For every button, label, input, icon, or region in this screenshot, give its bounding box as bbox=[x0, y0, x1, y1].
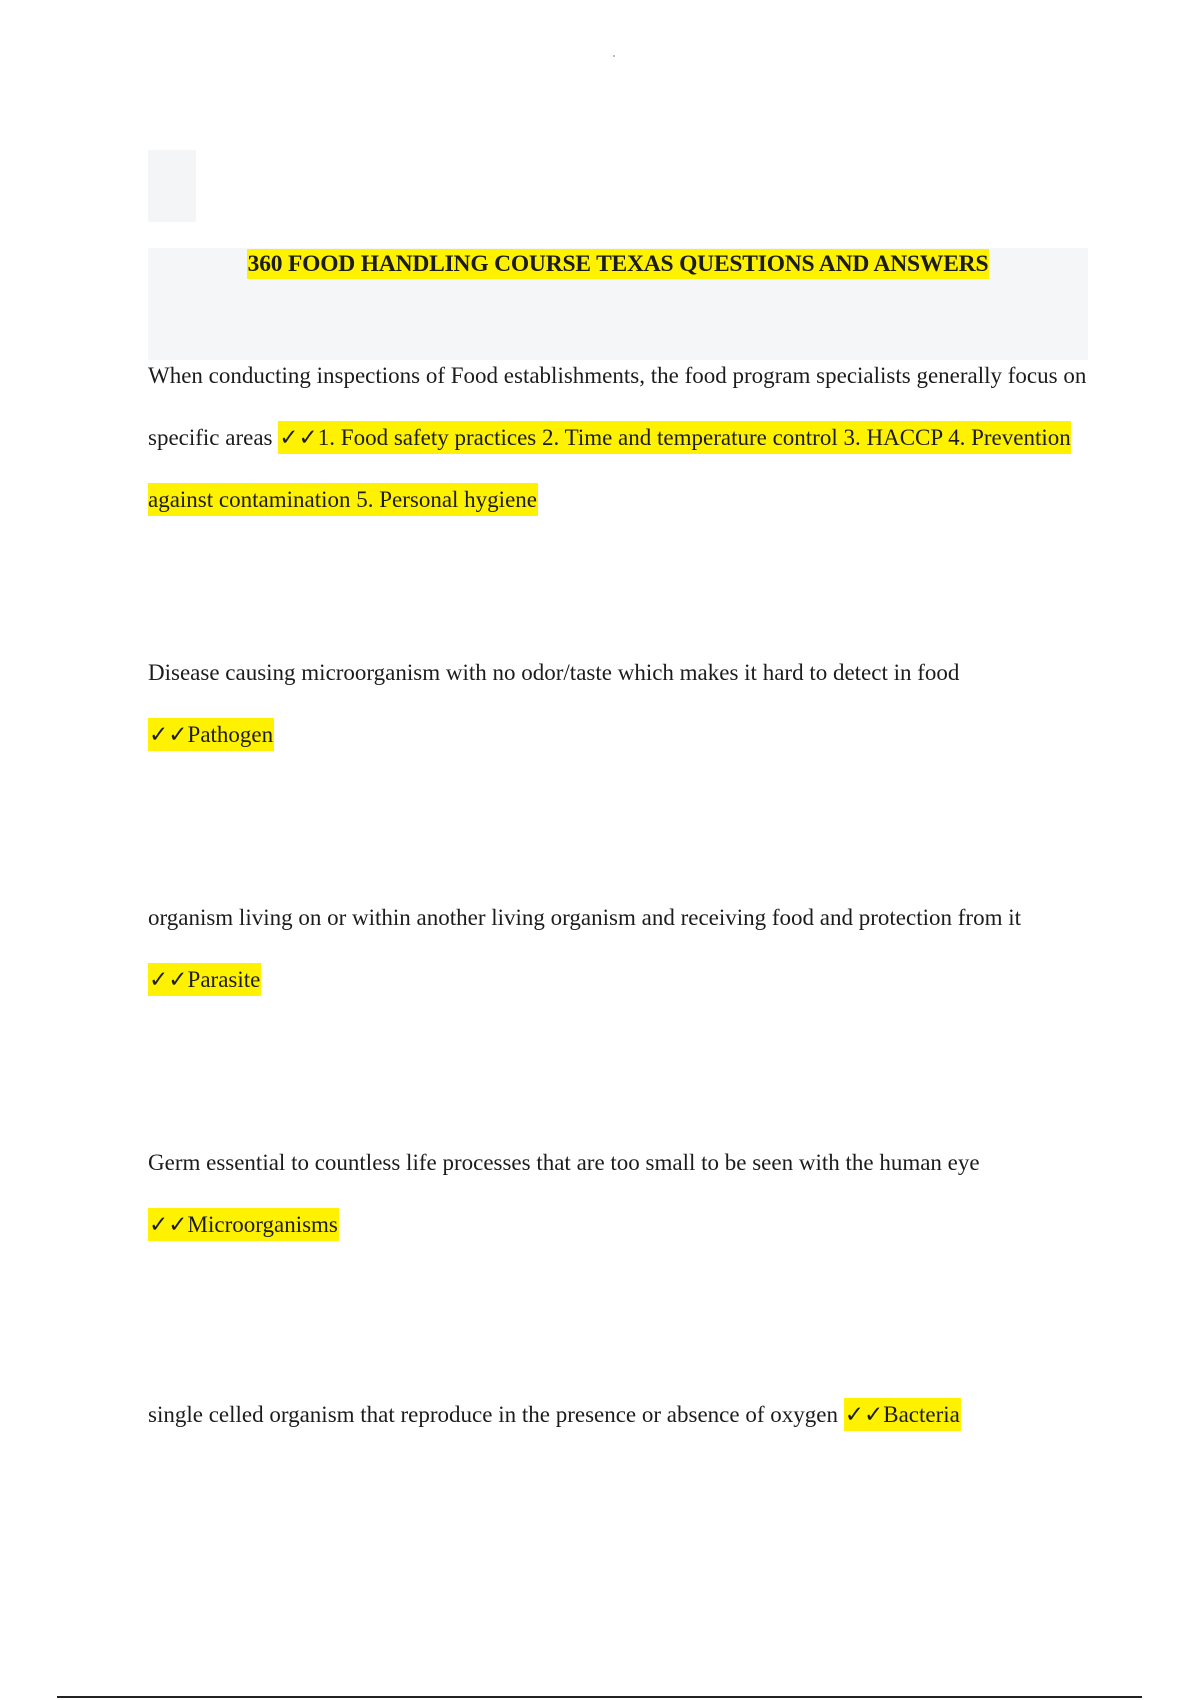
page-title bbox=[148, 251, 1088, 278]
page-title-text: 360 FOOD HANDLING COURSE TEXAS QUESTIONS AND ANSWERS bbox=[247, 251, 989, 277]
question-text: single celled organism that reproduce in the presence or absence of oxygen bbox=[148, 1402, 838, 1427]
qa-item-1 bbox=[148, 345, 1088, 531]
qa-item-3 bbox=[148, 887, 1088, 1011]
question-text: Germ essential to countless life processes that are too small to be seen with the human eye bbox=[148, 1150, 980, 1175]
qa-item-5 bbox=[148, 1384, 1088, 1446]
question-text: Disease causing microorganism with no odor/taste which makes it hard to detect in food bbox=[148, 660, 960, 685]
faded-logo-block bbox=[148, 150, 196, 222]
answer-text: ✓✓Parasite bbox=[148, 963, 261, 996]
answer-text: ✓✓Bacteria bbox=[844, 1398, 961, 1431]
answer-text: ✓✓Microorganisms bbox=[148, 1208, 339, 1241]
qa-item-2 bbox=[148, 642, 1088, 766]
question-text: When conducting inspections of Food establishments, the food program specialists generally focus on specific areas bbox=[148, 363, 1087, 450]
answer-text: ✓✓Pathogen bbox=[148, 718, 274, 751]
footer-rule bbox=[57, 1696, 1142, 1698]
scan-speck bbox=[613, 55, 615, 57]
answer-text: ✓✓1. Food safety practices 2. Time and temperature control 3. HACCP 4. Prevention against contamination 5. Personal hygiene bbox=[148, 421, 1071, 516]
qa-item-4 bbox=[148, 1132, 1088, 1256]
question-text: organism living on or within another living organism and receiving food and protection from it bbox=[148, 905, 1021, 930]
